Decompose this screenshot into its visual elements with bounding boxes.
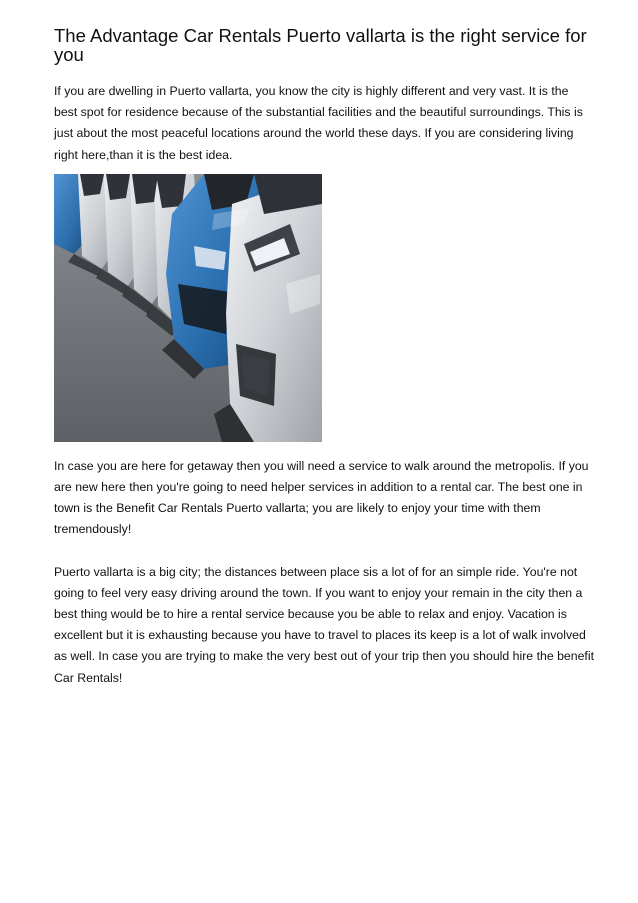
getaway-paragraph: In case you are here for getaway then you will need a service to walk around the metropolis. If you are new here then you're going to need helper services in addition to a rental car. The best one in town is the Benefit Car Rentals Puerto vallarta; you are likely to enjoy your time with them tremendously! [54, 458, 589, 537]
intro-paragraph: If you are dwelling in Puerto vallarta, you know the city is highly different and very vast. It is the best spot for residence because of the substantial facilities and the beautiful surroundings. This is just about the most peaceful locations around the world these days. If you are considering living right here,than it is the best idea. [54, 84, 583, 162]
big-city-paragraph: Puerto vallarta is a big city; the distances between place sis a lot of for an simple ride. You're not going to feel very easy driving around the town. If you want to enjoy your remain in the city then a best thing would be to hire a rental service because you be able to relax and enjoy. Vacation is excellent but it is exhausting because you have to travel to places its keep is a lot of walk involved as well. In case you are trying to make the very best out of your trip then you should hire the benefit Car Rentals! [54, 564, 594, 685]
car-row-photo [54, 174, 322, 442]
document-page [54, 26, 594, 689]
article-title: The Advantage Car Rentals Puerto vallarta is the right service for you [54, 25, 587, 65]
